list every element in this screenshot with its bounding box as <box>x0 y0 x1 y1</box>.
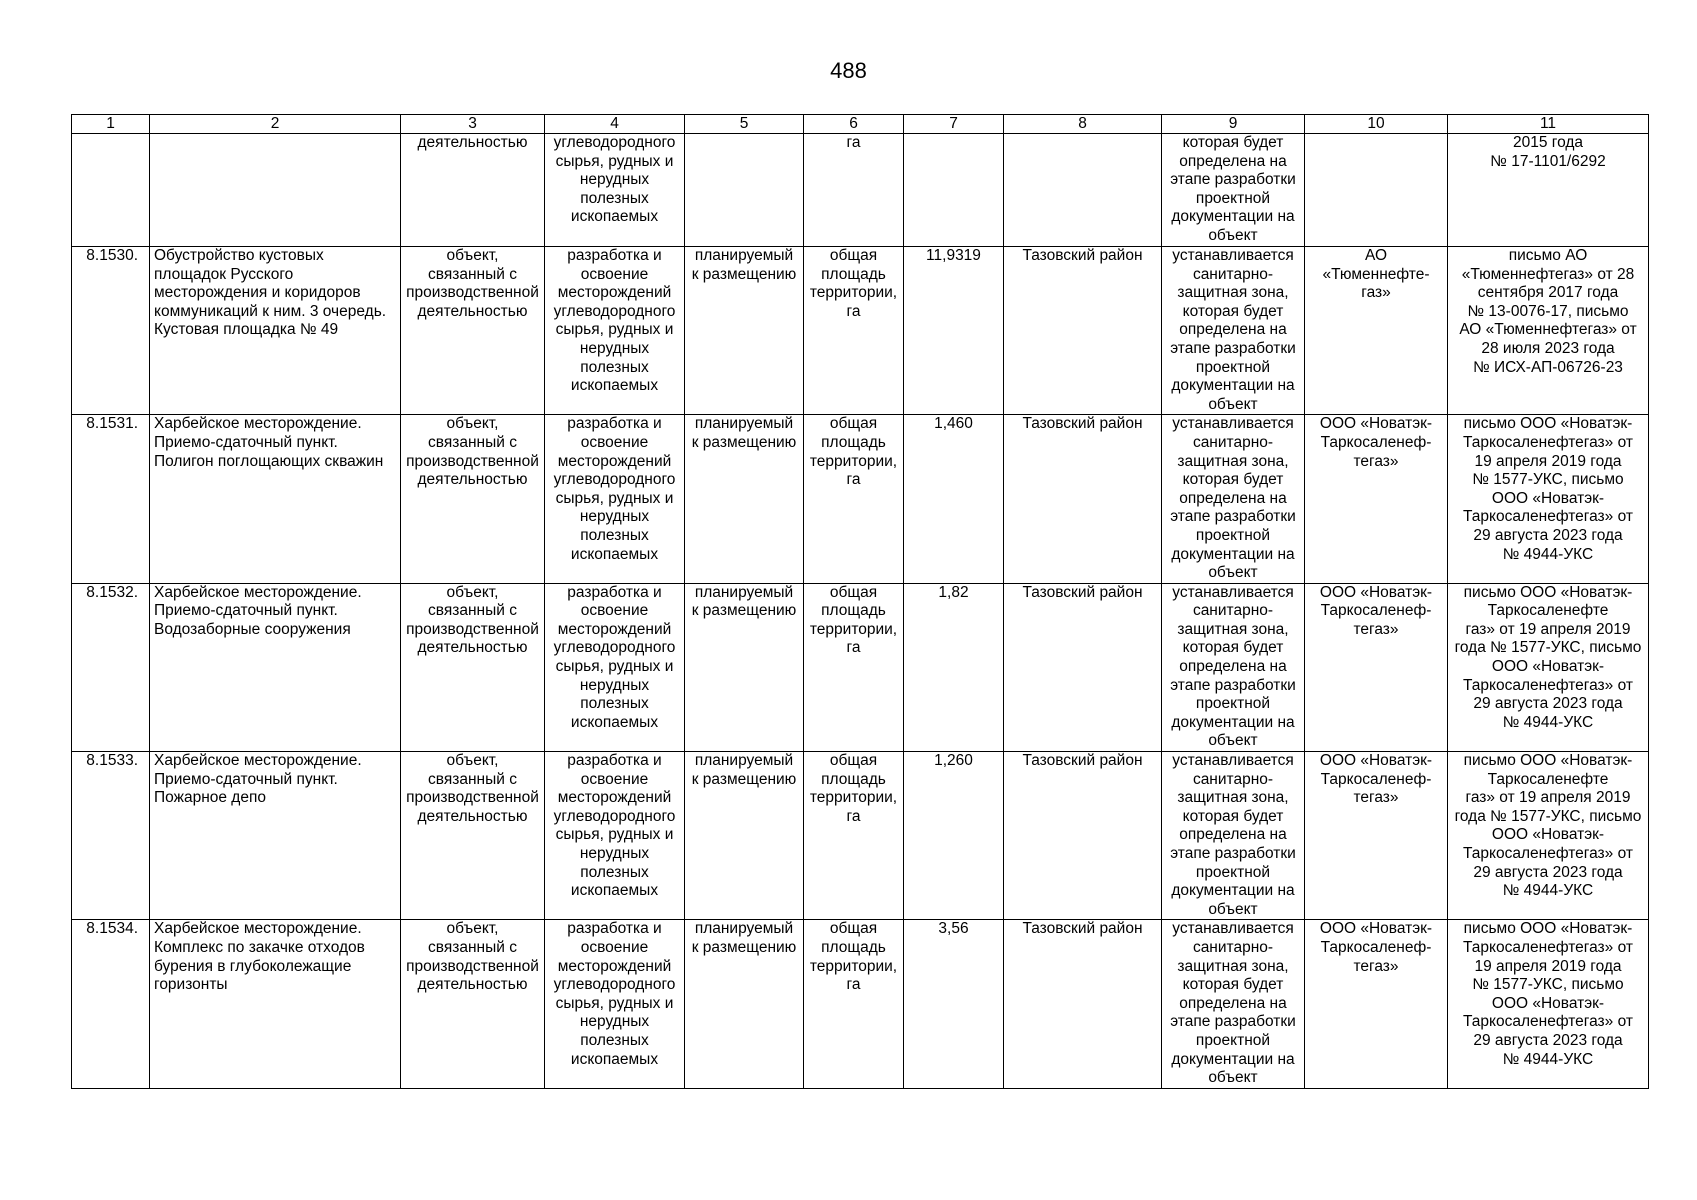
column-number: 1 <box>72 115 150 134</box>
column-number: 7 <box>904 115 1004 134</box>
column-number: 10 <box>1305 115 1448 134</box>
cell-characteristic: га <box>804 134 904 247</box>
cell-organization: АО «Тюменнефте- газ» <box>1305 247 1448 415</box>
cell-area: 1,460 <box>904 415 1004 583</box>
cell-location: Тазовский район <box>1004 583 1162 751</box>
column-number: 4 <box>545 115 685 134</box>
cell-object-name: Харбейское месторождение. Комплекс по закачке отходов бурения в глубоколежащие горизонты <box>150 920 401 1088</box>
column-number: 9 <box>1162 115 1305 134</box>
cell-number: 8.1533. <box>72 752 150 920</box>
table-row <box>72 920 1649 1088</box>
cell-characteristic: общая площадь территории, га <box>804 415 904 583</box>
cell-zone: устанавливается санитарно- защитная зона, которая будет определена на этапе разработки проектной документации на объект <box>1162 920 1305 1088</box>
cell-organization: ООО «Новатэк- Таркосаленеф- тегаз» <box>1305 583 1448 751</box>
cell-object-type: объект, связанный с производственной деятельностью <box>401 752 545 920</box>
cell-organization: ООО «Новатэк- Таркосаленеф- тегаз» <box>1305 752 1448 920</box>
column-number: 5 <box>685 115 804 134</box>
cell-area: 1,260 <box>904 752 1004 920</box>
cell-zone: которая будет определена на этапе разработки проектной документации на объект <box>1162 134 1305 247</box>
cell-purpose: разработка и освоение месторождений углеводородного сырья, рудных и нерудных полезных ископаемых <box>545 920 685 1088</box>
continuation-row <box>72 134 1649 247</box>
table-row <box>72 583 1649 751</box>
cell-area <box>904 134 1004 247</box>
table-row <box>72 247 1649 415</box>
cell-status: планируемый к размещению <box>685 415 804 583</box>
cell-object-name: Харбейское месторождение. Приемо-сдаточный пункт. Полигон поглощающих скважин <box>150 415 401 583</box>
cell-basis: 2015 года № 17-1101/6292 <box>1448 134 1649 247</box>
cell-object-type: деятельностью <box>401 134 545 247</box>
cell-object-type: объект, связанный с производственной деятельностью <box>401 920 545 1088</box>
cell-area: 1,82 <box>904 583 1004 751</box>
cell-organization: ООО «Новатэк- Таркосаленеф- тегаз» <box>1305 920 1448 1088</box>
cell-status: планируемый к размещению <box>685 920 804 1088</box>
cell-location: Тазовский район <box>1004 920 1162 1088</box>
page-number: 488 <box>830 58 867 83</box>
cell-location: Тазовский район <box>1004 752 1162 920</box>
cell-basis: письмо АО «Тюменнефтегаз» от 28 сентября 2017 года № 13-0076-17, письмо АО «Тюменнефтегаз» от 28 июля 2023 года № ИСХ-АП-06726-23 <box>1448 247 1649 415</box>
cell-characteristic: общая площадь территории, га <box>804 583 904 751</box>
cell-status: планируемый к размещению <box>685 583 804 751</box>
cell-number: 8.1534. <box>72 920 150 1088</box>
table-row <box>72 752 1649 920</box>
cell-purpose: углеводородного сырья, рудных и нерудных полезных ископаемых <box>545 134 685 247</box>
cell-organization: ООО «Новатэк- Таркосаленеф- тегаз» <box>1305 415 1448 583</box>
cell-object-type: объект, связанный с производственной деятельностью <box>401 415 545 583</box>
cell-location: Тазовский район <box>1004 247 1162 415</box>
cell-area: 3,56 <box>904 920 1004 1088</box>
cell-location <box>1004 134 1162 247</box>
objects-table <box>71 114 1649 1089</box>
cell-status: планируемый к размещению <box>685 247 804 415</box>
cell-object-name: Харбейское месторождение. Приемо-сдаточный пункт. Пожарное депо <box>150 752 401 920</box>
cell-object-name: Харбейское месторождение. Приемо-сдаточный пункт. Водозаборные сооружения <box>150 583 401 751</box>
cell-purpose: разработка и освоение месторождений углеводородного сырья, рудных и нерудных полезных ископаемых <box>545 247 685 415</box>
column-number: 3 <box>401 115 545 134</box>
cell-characteristic: общая площадь территории, га <box>804 247 904 415</box>
cell-purpose: разработка и освоение месторождений углеводородного сырья, рудных и нерудных полезных ископаемых <box>545 752 685 920</box>
cell-number: 8.1530. <box>72 247 150 415</box>
cell-status <box>685 134 804 247</box>
cell-status: планируемый к размещению <box>685 752 804 920</box>
column-number: 2 <box>150 115 401 134</box>
cell-location: Тазовский район <box>1004 415 1162 583</box>
cell-basis: письмо ООО «Новатэк- Таркосаленефтегаз» от 19 апреля 2019 года № 1577-УКС, письмо ООО «Новатэк- Таркосаленефтегаз» от 29 августа 2023 года № 4944-УКС <box>1448 920 1649 1088</box>
cell-object-name: Обустройство кустовых площадок Русского месторождения и коридоров коммуникаций к ним. 3 очередь. Кустовая площадка № 49 <box>150 247 401 415</box>
column-number-row <box>72 115 1649 134</box>
cell-number <box>72 134 150 247</box>
cell-purpose: разработка и освоение месторождений углеводородного сырья, рудных и нерудных полезных ископаемых <box>545 583 685 751</box>
cell-area: 11,9319 <box>904 247 1004 415</box>
cell-zone: устанавливается санитарно- защитная зона, которая будет определена на этапе разработки проектной документации на объект <box>1162 752 1305 920</box>
column-number: 6 <box>804 115 904 134</box>
cell-object-name <box>150 134 401 247</box>
cell-object-type: объект, связанный с производственной деятельностью <box>401 583 545 751</box>
cell-number: 8.1531. <box>72 415 150 583</box>
cell-characteristic: общая площадь территории, га <box>804 752 904 920</box>
cell-zone: устанавливается санитарно- защитная зона, которая будет определена на этапе разработки проектной документации на объект <box>1162 415 1305 583</box>
cell-organization <box>1305 134 1448 247</box>
cell-zone: устанавливается санитарно- защитная зона, которая будет определена на этапе разработки проектной документации на объект <box>1162 247 1305 415</box>
column-number: 8 <box>1004 115 1162 134</box>
column-number: 11 <box>1448 115 1649 134</box>
cell-purpose: разработка и освоение месторождений углеводородного сырья, рудных и нерудных полезных ископаемых <box>545 415 685 583</box>
cell-zone: устанавливается санитарно- защитная зона, которая будет определена на этапе разработки проектной документации на объект <box>1162 583 1305 751</box>
cell-basis: письмо ООО «Новатэк- Таркосаленефте газ» от 19 апреля 2019 года № 1577-УКС, письмо ООО «Новатэк- Таркосаленефтегаз» от 29 августа 2023 года № 4944-УКС <box>1448 583 1649 751</box>
cell-basis: письмо ООО «Новатэк- Таркосаленефте газ» от 19 апреля 2019 года № 1577-УКС, письмо ООО «Новатэк- Таркосаленефтегаз» от 29 августа 2023 года № 4944-УКС <box>1448 752 1649 920</box>
cell-object-type: объект, связанный с производственной деятельностью <box>401 247 545 415</box>
cell-basis: письмо ООО «Новатэк- Таркосаленефтегаз» от 19 апреля 2019 года № 1577-УКС, письмо ООО «Новатэк- Таркосаленефтегаз» от 29 августа 2023 года № 4944-УКС <box>1448 415 1649 583</box>
table-row <box>72 415 1649 583</box>
cell-characteristic: общая площадь территории, га <box>804 920 904 1088</box>
cell-number: 8.1532. <box>72 583 150 751</box>
